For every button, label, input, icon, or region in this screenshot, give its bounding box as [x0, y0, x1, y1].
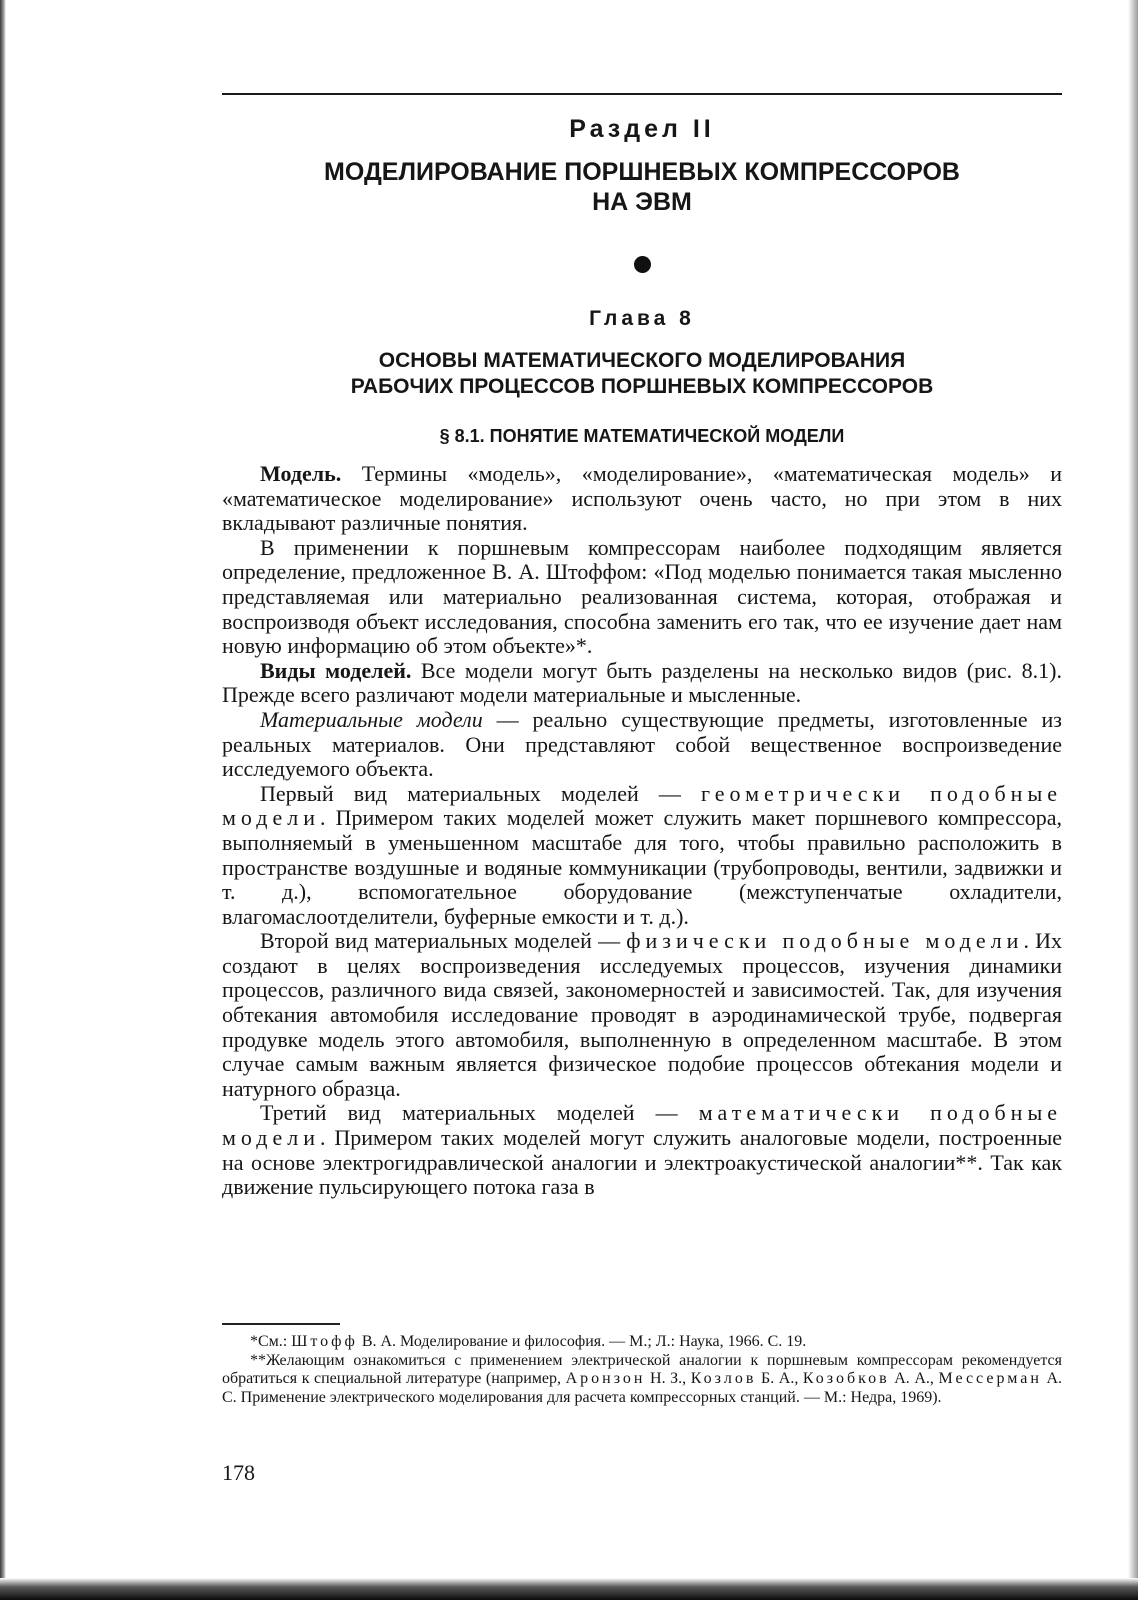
chapter-label: Глава 8	[589, 307, 695, 330]
paragraph-text: . Примером таких моделей могут служить аналоговые модели, построенные на основе электрогидравлической аналогии и электроакустической аналогии**. Так как движение пульсирующего потока газа в	[222, 1125, 1062, 1200]
section-title: § 8.1. ПОНЯТИЕ МАТЕМАТИЧЕСКОЙ МОДЕЛИ	[439, 426, 845, 446]
paragraph-text: . Их создают в целях воспроизведения исследуемых процессов, изучения динамики процессов, различного вида связей, закономерностей и зависимостей. Так, для изучения обтекания автомобиля исследование проводят в аэродинамической трубе, подвергая продувке модель этого автомобиля, выполненную в определенном масштабе. В этом случае самым важным является физическое подобие процессов обтекания модели и натурного образца.	[222, 928, 1062, 1101]
paragraph-5	[222, 782, 1062, 930]
footnote-text: **Желающим ознакомиться с применением электрической аналогии к поршневым компрессорам рекомендуется обратиться к специальной литературе (например,	[222, 1351, 1062, 1387]
part-label: Раздел II	[569, 115, 715, 143]
footnote-text: В. А. Моделирование и философия. — М.; Л.: Наука, 1966. С. 19.	[357, 1333, 807, 1350]
paragraph-text: Второй вид материальных моделей —	[260, 928, 627, 954]
paragraph-2	[222, 536, 1062, 659]
footnote-2	[222, 1352, 1062, 1408]
body-text	[222, 462, 1062, 1200]
footnote-author: Мессерман	[938, 1370, 1042, 1387]
chapter-title: ОСНОВЫ МАТЕМАТИЧЕСКОГО МОДЕЛИРОВАНИЯ РАБОЧИХ ПРОЦЕССОВ ПОРШНЕВЫХ КОМПРЕССОРОВ	[350, 349, 934, 398]
paragraph-lead: Модель.	[260, 461, 342, 486]
top-rule	[222, 93, 1062, 95]
scan-left-edge	[0, 0, 6, 1600]
paragraph-4	[222, 708, 1062, 782]
scan-bottom-edge	[0, 1578, 1138, 1600]
paragraph-spaced-term: геометрически подобные модели	[222, 780, 1062, 831]
page-number: 178	[222, 1460, 255, 1485]
paragraph-3	[222, 659, 1062, 708]
bullet-ornament	[634, 256, 651, 273]
paragraph-text: Третий вид материальных моделей —	[260, 1100, 699, 1126]
footnote-1	[222, 1333, 1062, 1352]
paragraph-text: Первый вид материальных моделей —	[260, 780, 701, 806]
paragraph-1	[222, 462, 1062, 536]
paragraph-text: В применении к поршневым компрессорам наиболее подходящим является определение, предложенное В. А. Штоффом: «Под моделью понимается такая мысленно представляемая или материально реализованная система, которая, отображая и воспроизводя объект исследования, способна заменить его так, что ее изучение дает нам новую информацию об этом объекте»*.	[222, 534, 1062, 659]
footnote-text: Б. А.,	[756, 1370, 803, 1387]
scan-right-edge	[1128, 0, 1138, 1600]
footnote-rule	[222, 1323, 340, 1325]
paragraph-text: Термины «модель», «моделирование», «математическая модель» и «математическое моделирование» используют очень часто, но при этом в них вкладывают различные понятия.	[222, 461, 1062, 536]
footnote-author: Аронзон	[565, 1370, 646, 1387]
paragraph-lead: Виды моделей.	[260, 657, 412, 683]
footnote-text: *См.:	[250, 1333, 292, 1350]
footnote-text: А. С. Применение электрического моделирования для расчета компрессорных станций. — М.: Недра, 1969).	[222, 1370, 1063, 1406]
paragraph-spaced-term: математически подобные модели	[222, 1100, 1062, 1151]
paragraph-6	[222, 929, 1062, 1101]
footnote-author: Козобков	[802, 1370, 890, 1387]
footnote-text: Н. З.,	[645, 1370, 691, 1387]
paragraph-text: Все модели могут быть разделены на несколько видов (рис. 8.1). Прежде всего различают модели материальные и мысленные.	[222, 657, 1062, 708]
paragraph-7	[222, 1101, 1062, 1199]
footnote-text: А. А.,	[889, 1370, 939, 1387]
paragraph-text: — реально существующие предметы, изготовленные из реальных материалов. Они представляют собой вещественное воспроизведение исследуемого объекта.	[222, 706, 1062, 782]
paragraph-text: . Примером таких моделей может служить макет поршневого компрессора, выполняемый в уменьшенном масштабе для того, чтобы правильно расположить в пространстве воздушные и водяные коммуникации (трубопроводы, вентили, задвижки и т. д.), вспомогательное оборудование (межступенчатые охладители, влагомаслоотделители, буферные емкости и т. д.).	[222, 805, 1062, 929]
paragraph-spaced-term: физически подобные модели	[626, 928, 1024, 954]
paragraph-italic-term: Материальные модели	[260, 706, 483, 732]
part-title: МОДЕЛИРОВАНИЕ ПОРШНЕВЫХ КОМПРЕССОРОВ НА ЭВМ	[324, 158, 960, 216]
footnotes	[222, 1333, 1062, 1407]
footnote-author: Штофф	[291, 1333, 358, 1350]
footnote-author: Козлов	[690, 1370, 757, 1387]
